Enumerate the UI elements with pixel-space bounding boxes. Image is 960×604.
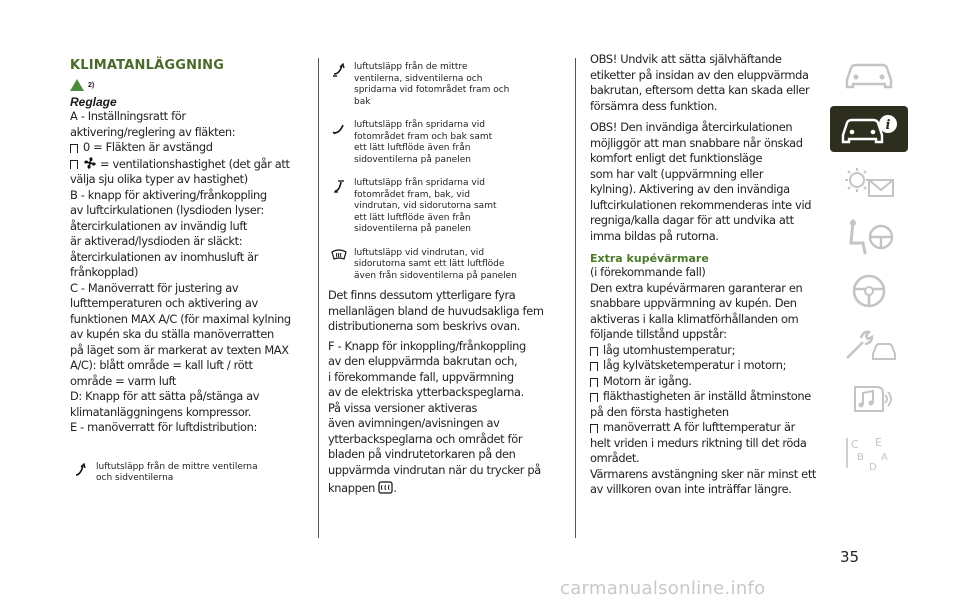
- text-line: A/C): blått område = kall luft / rött: [70, 358, 253, 372]
- svg-text:D: D: [869, 462, 877, 472]
- bullet-text: låg utomhustemperatur;: [603, 342, 736, 357]
- text-line: luftutsläpp från spridarna vid: [354, 178, 485, 188]
- airflow-feet-windscreen-icon: [332, 179, 346, 193]
- text-line: snabbare uppvärmning av kupén. Den: [590, 296, 797, 310]
- text-line: aktivering/reglering av fläkten:: [70, 124, 236, 139]
- bullet-marker-icon: [70, 160, 78, 169]
- text-line: F - Knapp för inkoppling/frånkoppling: [328, 338, 526, 353]
- extra-heater-heading: Extra kupévärmare: [590, 252, 709, 265]
- wrench-car-icon: [841, 328, 897, 362]
- text-line: [328, 481, 564, 497]
- text-line: fotområdet fram, bak, vid: [354, 189, 470, 200]
- seat-steering-icon: [841, 219, 897, 255]
- text-line: OBS! Den invändiga återcirkulationen: [590, 120, 793, 134]
- bullet-item: [590, 358, 822, 374]
- text-line: spridarna vid fotområdet fram och: [354, 85, 510, 95]
- airflow-face-feet-icon: [332, 63, 346, 77]
- bullet-marker-icon: [70, 144, 78, 153]
- text-line: sidoventilerna på panelen: [354, 154, 471, 165]
- text-line: ett lätt luftflöde även från: [354, 143, 471, 153]
- text-line: luftcirkulationen rekommenderas inte vid: [590, 197, 812, 212]
- fan-icon: [83, 156, 97, 170]
- text-line: kylning). Aktivering av den invändiga: [590, 182, 790, 196]
- bullet-text: = ventilationshastighet (det går att: [100, 156, 290, 171]
- bullet-item: [70, 156, 310, 173]
- tab-steering-wheel[interactable]: [830, 268, 908, 314]
- text-line: imma bildas på rutorna.: [590, 228, 719, 243]
- note-paragraph: [590, 120, 822, 244]
- text-line: återcirkulationen av inomhusluft är: [70, 249, 259, 264]
- windscreen-defrost-icon: [331, 249, 347, 261]
- distribution-item: [328, 120, 564, 166]
- bullet-marker-icon: [590, 393, 598, 402]
- text-line: luftutsläpp från spridarna vid: [354, 120, 485, 130]
- bullet-item: [590, 374, 822, 390]
- text-line: bladen på vindrutetorkaren på den: [328, 447, 516, 461]
- text-line: D: Knapp för att sätta på/stänga av: [70, 389, 260, 403]
- section-title: KLIMATANLÄGGNING: [70, 58, 225, 73]
- text-line: även från sidoventilerna på panelen: [354, 270, 517, 281]
- text-line: i förekommande fall, uppvärmning: [328, 369, 514, 384]
- car-front-icon: [841, 60, 897, 90]
- text-line: frånkopplad): [70, 265, 139, 279]
- distribution-item: [328, 248, 564, 283]
- text-line: funktionen MAX A/C (för maximal kylning: [70, 311, 291, 326]
- text-line: aktiveras i kalla klimatförhållanden om: [590, 311, 799, 326]
- text-line: som har valt (uppvärmning eller: [590, 166, 764, 181]
- airflow-face-icon: [74, 463, 88, 477]
- airflow-feet-icon: [332, 121, 346, 135]
- bullet-text: manöverratt A för lufttemperatur är: [603, 420, 795, 434]
- paragraph-e: E - manöverratt för luftdistribution:: [70, 420, 258, 434]
- chapter-sidebar: [830, 52, 910, 484]
- text-line: distributionerna som beskrivs ovan.: [328, 319, 521, 333]
- bullet-marker-icon: [590, 424, 598, 433]
- bullet-item: [590, 420, 822, 436]
- paragraph-f: [328, 339, 564, 497]
- column-3: [590, 52, 822, 498]
- multimedia-icon: [841, 381, 897, 417]
- tab-warning-lights[interactable]: [830, 160, 908, 206]
- text-fragment: knappen: [328, 481, 376, 495]
- tab-index[interactable]: [830, 430, 908, 476]
- final-paragraph: [590, 467, 822, 498]
- bullet-marker-icon: [590, 362, 598, 371]
- text-line: följande tillstånd uppstår:: [590, 327, 727, 341]
- watermark-url: carmanualsonline.info: [560, 578, 766, 599]
- column-divider: [318, 58, 319, 538]
- text-line: av kupén ska du ställa manöverratten: [70, 327, 274, 341]
- distribution-item: [328, 62, 564, 108]
- text-line: lufttemperaturen och aktivering av: [70, 296, 258, 310]
- text-line: etiketter på insidan av den eluppvärmda: [590, 67, 809, 82]
- warning-ref: 2): [88, 81, 95, 89]
- bullet-text: 0 = Fläkten är avstängd: [83, 140, 213, 154]
- bullet-item: [590, 343, 822, 359]
- text-line: återcirkulationen av invändig luft: [70, 218, 247, 233]
- text-line: luftutsläpp från de mittre: [354, 62, 468, 72]
- text-line: även avimningen/avisningen av: [328, 416, 500, 430]
- text-line: sidorutorna samt ett lätt luftflöde: [354, 259, 505, 269]
- svg-text:B: B: [857, 452, 864, 463]
- tab-multimedia[interactable]: [830, 376, 908, 422]
- svg-text:i: i: [885, 118, 891, 133]
- text-line: ventilerna, sidventilerna och: [354, 73, 483, 84]
- distribution-item: [328, 178, 564, 236]
- paragraph-c: [70, 281, 310, 390]
- bullet-item: [590, 389, 822, 405]
- steering-wheel-icon: [849, 273, 889, 309]
- rear-window-heater-icon: [378, 481, 393, 494]
- text-line: område = varm luft: [70, 373, 177, 388]
- column-2: [328, 62, 564, 497]
- text-line: på läget som är markerat av texten MAX: [70, 342, 289, 357]
- note-paragraph: [590, 52, 822, 114]
- text-line: möjliggör att man snabbare når önskad: [590, 135, 803, 150]
- text-line: bakrutan, eftersom detta kan skada eller: [590, 83, 810, 97]
- column-divider: [575, 58, 576, 538]
- page-number: 35: [840, 548, 860, 566]
- text-line: mellanlägen bland de huvudsakliga fem: [328, 303, 544, 318]
- warning-note: [70, 77, 310, 93]
- subheading: Reglage: [70, 95, 117, 109]
- text-line: och sidventilerna: [96, 473, 174, 483]
- bullet-marker-icon: [590, 347, 598, 356]
- extra-heater-paragraph: [590, 281, 822, 343]
- text-line: försämra dess funktion.: [590, 98, 718, 113]
- text-line: (i förekommande fall): [590, 265, 706, 279]
- text-line: OBS! Undvik att sätta självhäftande: [590, 52, 782, 66]
- text-line: ytterbackspeglarna och området för: [328, 431, 523, 446]
- tab-car-front[interactable]: [830, 52, 908, 98]
- bullet-marker-icon: [590, 378, 598, 387]
- text-line: av luftcirkulationen (lysdioden lyser:: [70, 203, 264, 217]
- text-line: är aktiverad/lysdioden är släckt:: [70, 234, 243, 248]
- text-line: luftutsläpp från de mittre ventilerna: [96, 461, 258, 472]
- paragraph-a: [70, 109, 310, 140]
- text-line: vindrutan, vid sidorutorna samt: [354, 201, 497, 211]
- warning-lights-icon: [841, 166, 897, 200]
- warning-triangle-icon: [70, 79, 84, 91]
- text-line: regniga/kalla dagar för att undvika att: [590, 213, 794, 227]
- text-line: Det finns dessutom ytterligare fyra: [328, 288, 516, 302]
- column-1: [70, 58, 310, 497]
- text-line: C - Manöverratt för justering av: [70, 280, 239, 295]
- svg-text:E: E: [875, 436, 882, 449]
- text-line: A - Inställningsratt för: [70, 109, 186, 123]
- text-line: B - knapp för aktivering/frånkoppling: [70, 187, 267, 202]
- text-line: sidoventilerna på panelen: [354, 224, 471, 234]
- text-fragment: .: [393, 481, 397, 495]
- text-line: helt vriden i medurs riktning till det röda: [590, 435, 807, 450]
- index-letters-icon: [841, 434, 897, 472]
- car-info-icon: [839, 113, 899, 145]
- text-line: På vissa versioner aktiveras: [328, 400, 478, 415]
- text-line: komfort enligt det funktionsläge: [590, 151, 763, 165]
- text-line: området.: [590, 451, 640, 465]
- text-line: av de elektriska ytterbackspeglarna.: [328, 385, 524, 399]
- paragraph-d: [70, 389, 310, 420]
- text-line: av den eluppvärmda bakrutan och,: [328, 354, 518, 368]
- bullet-text: låg kylvätsketemperatur i motorn;: [603, 358, 787, 372]
- bullet-text: fläkthastigheten är inställd åtminstone: [603, 389, 811, 403]
- bullet-item: [70, 140, 310, 156]
- tab-car-info[interactable]: [830, 106, 908, 152]
- text-line: klimatanläggningens kompressor.: [70, 404, 252, 419]
- text-line: av villkoren ovan inte inträffar längre.: [590, 482, 792, 496]
- text-line: på den första hastigheten: [590, 404, 729, 419]
- svg-text:C: C: [851, 438, 859, 451]
- text-line: uppvärmda vindrutan när du trycker på: [328, 462, 541, 477]
- text-line: välja sju olika typer av hastighet): [70, 172, 248, 186]
- text-line: luftutsläpp vid vindrutan, vid: [354, 247, 485, 258]
- paragraph-b: [70, 188, 310, 281]
- tab-maintenance[interactable]: [830, 322, 908, 368]
- text-line: Värmarens avstängning sker när minst ett: [590, 466, 817, 481]
- tab-seat-steering[interactable]: [830, 214, 908, 260]
- text-line: bak: [354, 96, 371, 107]
- distribution-item: [70, 462, 310, 485]
- text-line: fotområdet fram och bak samt: [354, 131, 493, 142]
- paragraph-positions: [328, 288, 564, 335]
- bullet-text: Motorn är igång.: [603, 373, 692, 388]
- svg-text:A: A: [881, 452, 888, 463]
- text-line: Den extra kupévärmaren garanterar en: [590, 280, 803, 295]
- text-line: ett lätt luftflöde även från: [354, 212, 471, 223]
